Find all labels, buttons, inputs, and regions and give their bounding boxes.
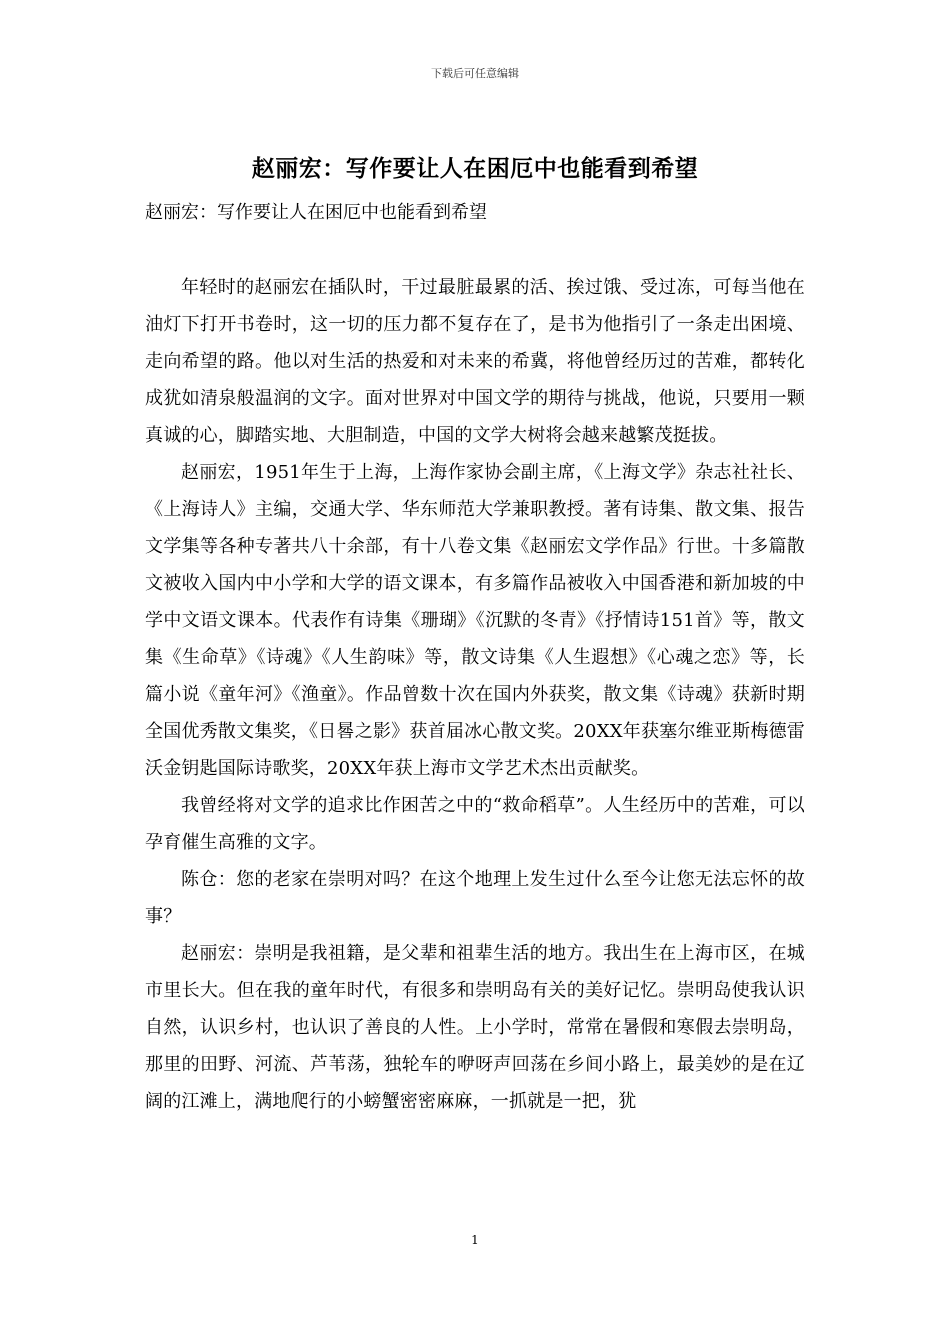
paragraph: 年轻时的赵丽宏在插队时，干过最脏最累的活、挨过饿、受过冻，可每当他在油灯下打开书卷时，这一切的压力都不复存在了，是书为他指引了一条走出困境、走向希望的路。他以对生活的热爱和对未来的希冀，将他曾经历过的苦难，都转化成犹如清泉般温润的文字。面对世界对中国文学的期待与挑战，他说，只要用一颗真诚的心，脚踏实地、大胆制造，中国的文学大树将会越来越繁茂挺拔。 — [145, 277, 805, 446]
paragraph: 我曾经将对文学的追求比作困苦之中的“救命稻草”。人生经历中的苦难，可以孕育催生高雅的文字。 — [145, 795, 805, 853]
document-title: 赵丽宏：写作要让人在困厄中也能看到希望 — [251, 155, 699, 182]
paragraph: 陈仓：您的老家在崇明对吗？在这个地理上发生过什么至今让您无法忘怀的故事？ — [145, 869, 805, 927]
paragraph: 赵丽宏：崇明是我祖籍，是父辈和祖辈生活的地方。我出生在上海市区，在城市里长大。但在我的童年时代，有很多和崇明岛有关的美好记忆。崇明岛使我认识自然，认识乡村，也认识了善良的人性。上小学时，常常在暑假和寒假去崇明岛，那里的田野、河流、芦苇荡，独轮车的咿呀声回荡在乡间小路上，最美妙的是在辽阔的江滩上，满地爬行的小螃蟹密密麻麻，一抓就是一把，犹 — [145, 943, 805, 1112]
paragraph: 赵丽宏，1951年生于上海，上海作家协会副主席，《上海文学》杂志社社长、《上海诗人》主编，交通大学、华东师范大学兼职教授。著有诗集、散文集、报告文学集等各种专著共八十余部，有十八卷文集《赵丽宏文学作品》行世。十多篇散文被收入国内中小学和大学的语文课本，有多篇作品被收入中国香港和新加坡的中学中文语文课本。代表作有诗集《珊瑚》《沉默的冬青》《抒情诗151首》等，散文集《生命草》《诗魂》《人生韵味》等，散文诗集《人生遐想》《心魂之恋》等，长篇小说《童年河》《渔童》。作品曾数十次在国内外获奖，散文集《诗魂》获新时期全国优秀散文集奖，《日晷之影》获首届冰心散文奖。20XX年获塞尔维亚斯梅德雷沃金钥匙国际诗歌奖，20XX年获上海市文学艺术杰出贡献奖。 — [145, 462, 805, 779]
document-subtitle: 赵丽宏：写作要让人在困厄中也能看到希望 — [145, 202, 487, 223]
page-header-note: 下载后可任意编辑 — [431, 67, 519, 80]
document-body — [145, 269, 805, 1120]
page-number: 1 — [471, 1233, 479, 1247]
